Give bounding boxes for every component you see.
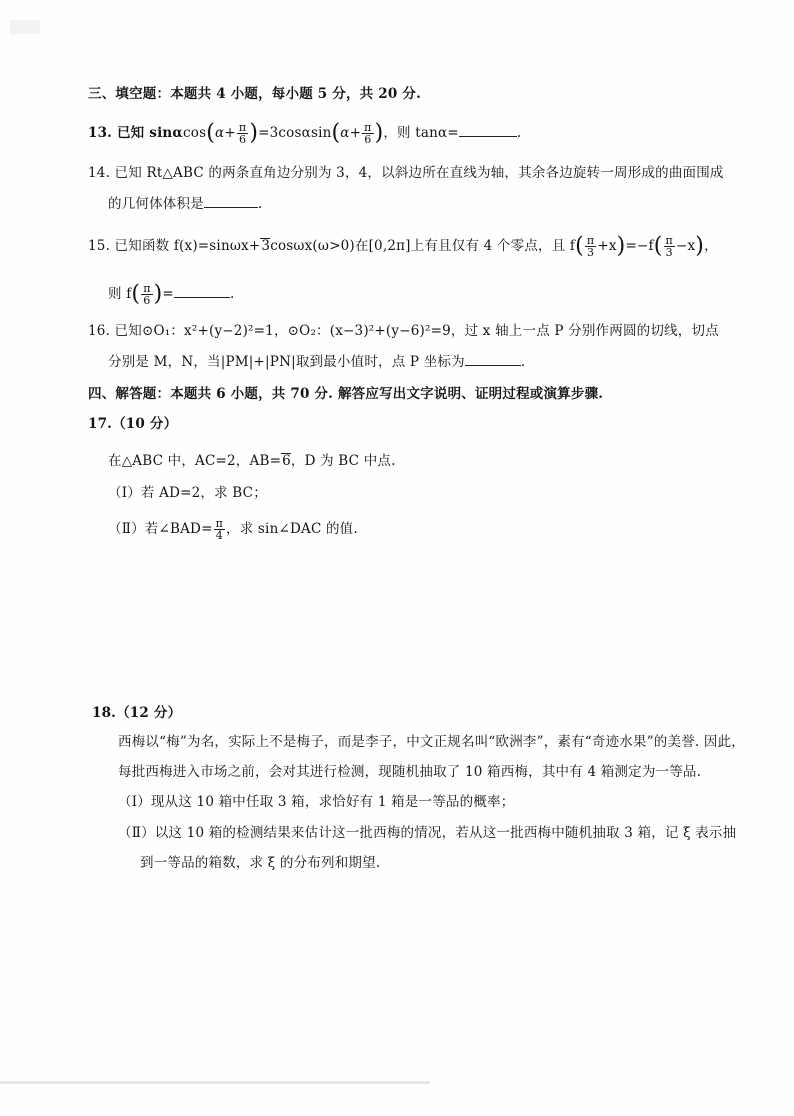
q15-frac-2: $\frac{\pi}{3}$ xyxy=(665,234,673,259)
q15-frac-1: $\frac{\pi}{3}$ xyxy=(586,234,595,259)
question-18-line-2: 每批西梅进入市场之前，会对其进行检测，现随机抽取了 10 箱西梅，其中有 4 箱测定为一等品. xyxy=(118,764,702,780)
q16-answer-blank[interactable] xyxy=(465,353,521,366)
question-15-line-2: 则 f( $\frac{\pi}{6}$ )= . xyxy=(108,281,235,307)
q13-sin: sin xyxy=(310,125,332,141)
q13-frac-1: $\frac{\pi}{6}$ xyxy=(238,121,247,146)
sqrt-6: 6 xyxy=(282,453,291,469)
section-4-heading: 四、解答题：本题共 6 小题，共 70 分. 解答应写出文字说明、证明过程或演算步骤. xyxy=(88,386,604,402)
section-3-heading: 三、填空题：本题共 4 小题，每小题 5 分，共 20 分. xyxy=(88,86,421,102)
q13-tail: ，则 tanα= xyxy=(383,125,459,141)
question-18-number: 18.（12 分） xyxy=(92,705,182,721)
q17-frac: $\frac{\pi}{4}$ xyxy=(215,517,224,542)
q13-cos: cos xyxy=(183,125,207,141)
q13-frac-2: $\frac{\pi}{6}$ xyxy=(364,121,372,146)
q15-answer-blank[interactable] xyxy=(174,285,230,298)
question-17-number: 17.（10 分） xyxy=(88,416,178,432)
question-16-line-2: 分别是 M，N，当|PM|+|PN|取到最小值时，点 P 坐标为 . xyxy=(108,354,526,370)
question-17-part-1: （Ⅰ）若 AD=2，求 BC； xyxy=(108,485,267,501)
question-13: 13. 已知 sinαcos(α+ $\frac{\pi}{6}$ )=3cosαsin(α+ $\frac{\pi}{6}$ )，则 tanα= . xyxy=(88,120,522,146)
q14-answer-blank[interactable] xyxy=(204,195,258,208)
question-17-stem: 在△ABC 中，AC=2，AB=6，D 为 BC 中点. xyxy=(108,453,396,469)
question-18-part-2-line-1: （Ⅱ）以这 10 箱的检测结果来估计这一批西梅的情况，若从这一批西梅中随机抽取 3 箱，记 ξ 表示抽 xyxy=(118,825,737,841)
question-17-part-2: （Ⅱ）若∠BAD= $\frac{\pi}{4}$ ，求 sin∠DAC 的值. xyxy=(108,517,358,542)
scan-artifact xyxy=(10,20,40,34)
question-18-part-2-line-2: 到一等品的箱数，求 ξ 的分布列和期望. xyxy=(140,855,381,871)
question-14-line-2: 的几何体体积是 . xyxy=(108,196,263,212)
q13-paren2-inner: α+ xyxy=(340,125,362,141)
q13-prefix: 13. 已知 sinα xyxy=(88,125,184,141)
question-14-line-1: 14. 已知 Rt△ABC 的两条直角边分别为 3，4，以斜边所在直线为轴，其余各边旋转一周形成的曲面围成 xyxy=(88,165,724,181)
question-16-line-1: 16. 已知⊙O₁：x²+(y−2)²=1，⊙O₂：(x−3)²+(y−6)²=9，过 x 轴上一点 P 分别作两圆的切线，切点 xyxy=(88,323,719,339)
scan-bottom-edge xyxy=(0,1081,430,1084)
q13-answer-blank[interactable] xyxy=(459,124,517,137)
q13-mid: =3cosα xyxy=(258,125,311,141)
q15-frac-3: $\frac{\pi}{6}$ xyxy=(143,282,151,307)
question-18-part-1: （Ⅰ）现从这 10 箱中任取 3 箱，求恰好有 1 箱是一等品的概率； xyxy=(118,794,515,810)
question-18-line-1: 西梅以“梅”为名，实际上不是梅子，而是李子，中文正规名叫“欧洲李”，素有“奇迹水果”的美誉. 因此， xyxy=(118,734,745,750)
question-15-line-1: 15. 已知函数 f(x)=sinωx+3cosωx(ω>0)在[0,2π]上有且仅有 4 个零点，且 f( $\frac{\pi}{3}$ +x)=−f( $\frac{\pi}{3}$ −x)， xyxy=(88,233,718,259)
sqrt-3: 3 xyxy=(261,238,271,254)
q13-paren1-inner: α+ xyxy=(215,125,236,141)
